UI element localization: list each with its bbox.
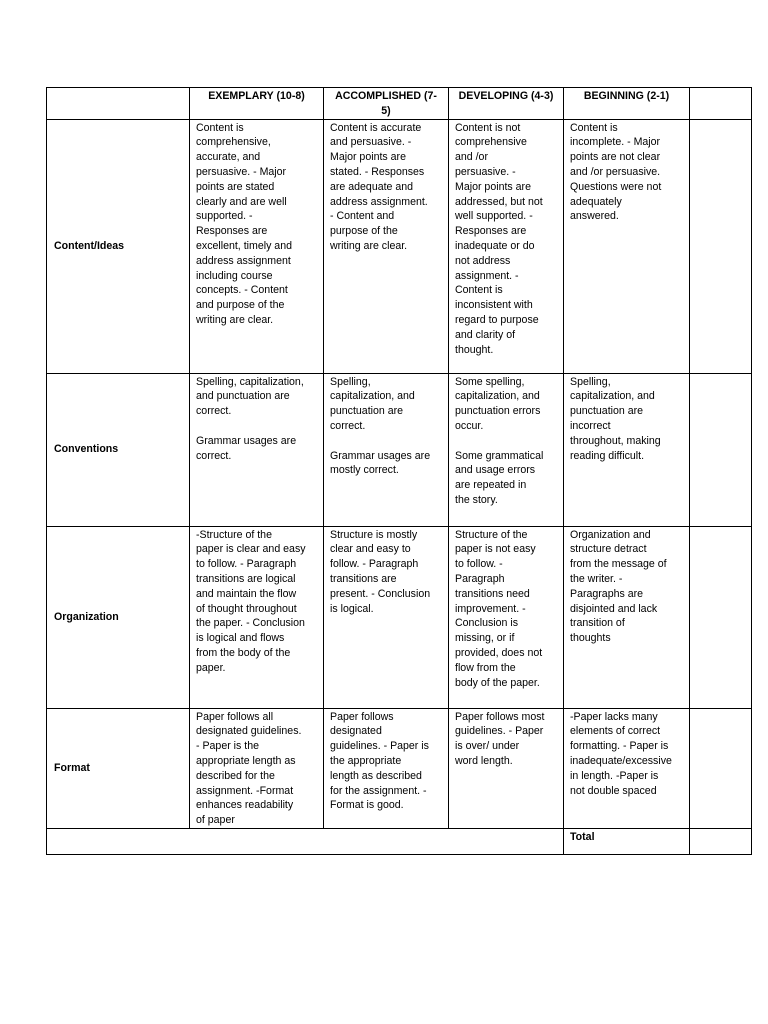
criterion-label: Content/Ideas [47, 119, 190, 373]
score-cell [690, 119, 752, 373]
accomplished-header: ACCOMPLISHED (7- 5) [324, 88, 449, 120]
total-value-cell [690, 828, 752, 854]
rubric-table [46, 87, 752, 855]
score-cell [690, 526, 752, 708]
total-spacer-cell [47, 828, 564, 854]
developing-header: DEVELOPING (4-3) [449, 88, 564, 120]
developing-cell: Structure of the paper is not easy to follow. - Paragraph transitions need improvement. - Conclusion is missing, or if provided, does not flow from the body of the paper. [449, 526, 564, 708]
criterion-label: Organization [47, 526, 190, 708]
beginning-cell: Content is incomplete. - Major points are not clear and /or persuasive. Questions were not adequately answered. [564, 119, 690, 373]
developing-cell: Content is not comprehensive and /or persuasive. - Major points are addressed, but not well supported. - Responses are inadequate or do not address assignment. - Content is inconsistent with regard to purpose and clarity of thought. [449, 119, 564, 373]
exemplary-cell: Content is comprehensive, accurate, and persuasive. - Major points are stated clearly and are well supported. - Responses are excellent, timely and address assignment including course concepts. - Content and purpose of the writing are clear. [190, 119, 324, 373]
score-header-cell [690, 88, 752, 120]
score-cell [690, 708, 752, 828]
criterion-label: Conventions [47, 373, 190, 526]
beginning-cell: -Paper lacks many elements of correct formatting. - Paper is inadequate/excessive in length. -Paper is not double spaced [564, 708, 690, 828]
exemplary-cell: -Structure of the paper is clear and easy to follow. - Paragraph transitions are logical and maintain the flow of thought throughout the paper. - Conclusion is logical and flows from the body of the paper. [190, 526, 324, 708]
exemplary-cell: Paper follows all designated guidelines. - Paper is the appropriate length as described for the assignment. -Format enhances readability of paper [190, 708, 324, 828]
beginning-header: BEGINNING (2-1) [564, 88, 690, 120]
table-row-conventions [47, 373, 752, 526]
score-cell [690, 373, 752, 526]
accomplished-cell: Structure is mostly clear and easy to follow. - Paragraph transitions are present. - Conclusion is logical. [324, 526, 449, 708]
developing-cell: Paper follows most guidelines. - Paper is over/ under word length. [449, 708, 564, 828]
header-row [47, 88, 752, 120]
total-label: Total [564, 828, 690, 854]
table-row-organization [47, 526, 752, 708]
criteria-header-cell [47, 88, 190, 120]
developing-cell: Some spelling, capitalization, and punctuation errors occur. Some grammatical and usage errors are repeated in the story. [449, 373, 564, 526]
beginning-cell: Spelling, capitalization, and punctuation are incorrect throughout, making reading difficult. [564, 373, 690, 526]
accomplished-cell: Paper follows designated guidelines. - Paper is the appropriate length as described for the assignment. - Format is good. [324, 708, 449, 828]
exemplary-cell: Spelling, capitalization, and punctuation are correct. Grammar usages are correct. [190, 373, 324, 526]
accomplished-cell: Content is accurate and persuasive. - Major points are stated. - Responses are adequate and address assignment. - Content and purpose of the writing are clear. [324, 119, 449, 373]
criterion-label: Format [47, 708, 190, 828]
table-row-total [47, 828, 752, 854]
table-row-content-ideas [47, 119, 752, 373]
table-row-format [47, 708, 752, 828]
beginning-cell: Organization and structure detract from the message of the writer. - Paragraphs are disjointed and lack transition of thoughts [564, 526, 690, 708]
accomplished-cell: Spelling, capitalization, and punctuation are correct. Grammar usages are mostly correct. [324, 373, 449, 526]
exemplary-header: EXEMPLARY (10-8) [190, 88, 324, 120]
